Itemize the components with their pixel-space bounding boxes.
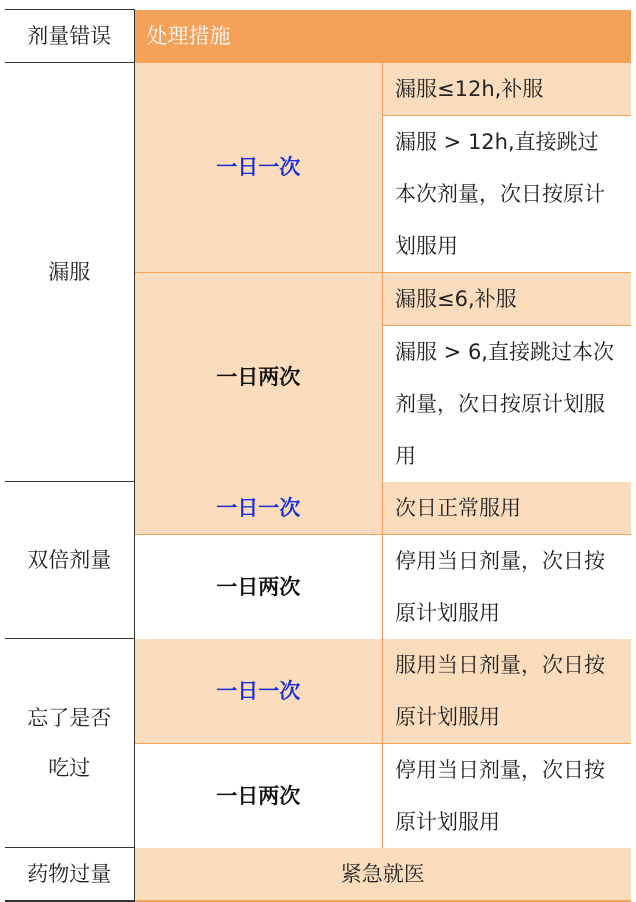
freq-twice-forgot: 一日两次 xyxy=(134,743,383,848)
table-row xyxy=(5,482,631,535)
table-row xyxy=(5,848,631,902)
forgot-once-action: 服用当日剂量，次日按原计划服用 xyxy=(383,639,632,744)
missed-once-b: 漏服 > 12h,直接跳过本次剂量，次日按原计划服用 xyxy=(383,115,632,272)
row-label-double: 双倍剂量 xyxy=(5,482,134,639)
row-label-missed: 漏服 xyxy=(5,63,134,482)
freq-twice-missed: 一日两次 xyxy=(134,272,383,482)
freq-once-forgot: 一日一次 xyxy=(134,639,383,744)
header-dose-error: 剂量错误 xyxy=(5,10,134,63)
freq-twice-double: 一日两次 xyxy=(134,534,383,639)
header-treatment: 处理措施 xyxy=(134,10,631,63)
missed-twice-b: 漏服 > 6,直接跳过本次剂量，次日按原计划服用 xyxy=(383,325,632,482)
missed-twice-a: 漏服≤6,补服 xyxy=(383,272,632,325)
table-row xyxy=(5,63,631,116)
freq-once-missed: 一日一次 xyxy=(134,63,383,273)
row-label-overdose: 药物过量 xyxy=(5,848,134,902)
table-row xyxy=(5,639,631,744)
dosing-error-table xyxy=(5,9,631,902)
double-twice-action: 停用当日剂量，次日按原计划服用 xyxy=(383,534,632,639)
double-once-action: 次日正常服用 xyxy=(383,482,632,535)
row-label-forgot: 忘了是否吃过 xyxy=(5,639,134,848)
table-header-row xyxy=(5,10,631,63)
freq-once-double: 一日一次 xyxy=(134,482,383,535)
forgot-twice-action: 停用当日剂量，次日按原计划服用 xyxy=(383,743,632,848)
missed-once-a: 漏服≤12h,补服 xyxy=(383,63,632,116)
overdose-action: 紧急就医 xyxy=(134,848,631,902)
